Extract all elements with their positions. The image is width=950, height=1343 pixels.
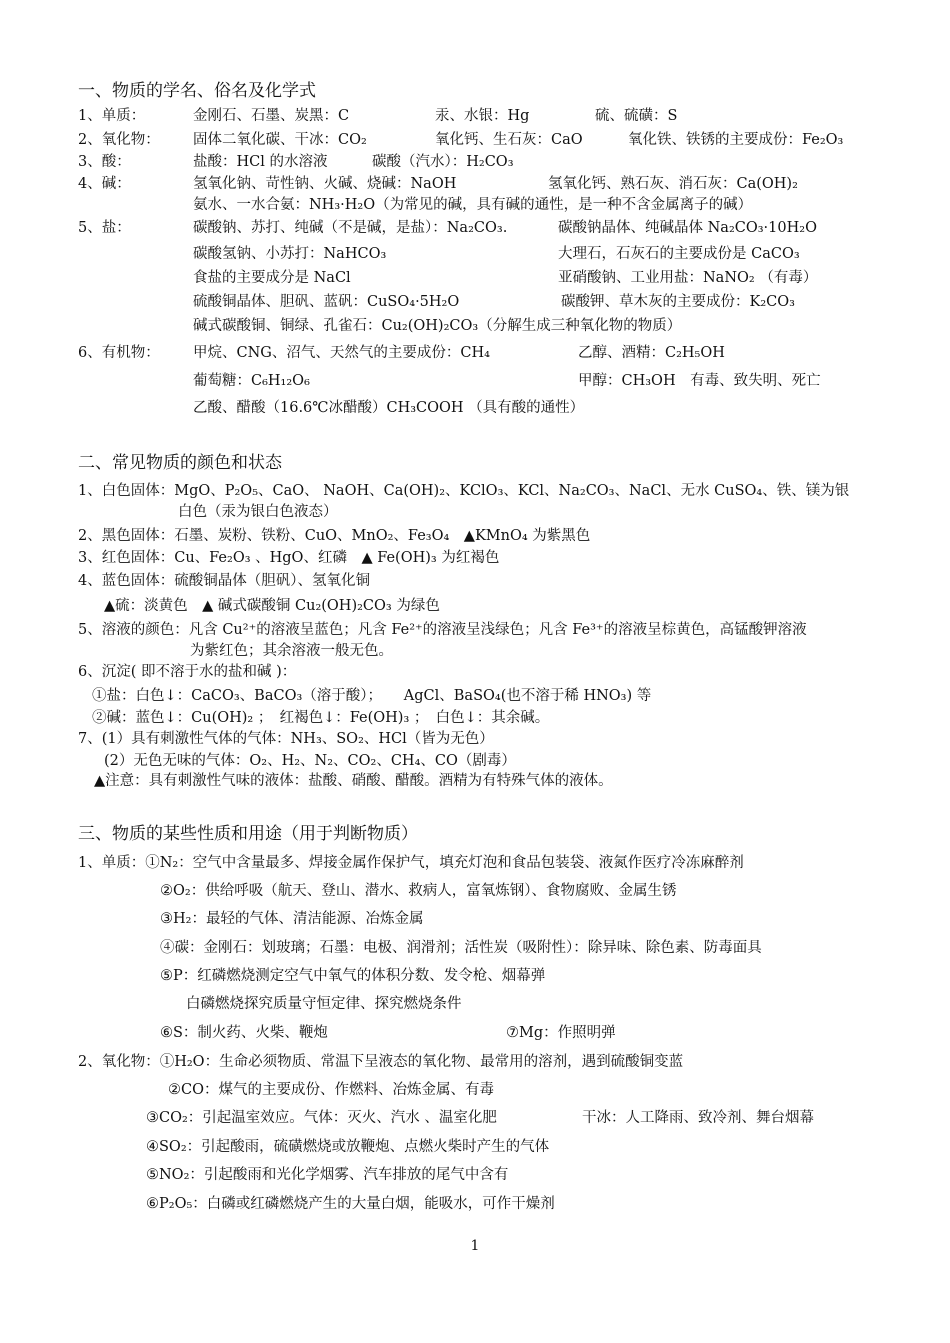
s3-l2: ②O₂：供给呼吸（航天、登山、潜水、救病人，富氧炼钢）、食物腐败、金属生锈 xyxy=(160,883,677,899)
s3-l11: ④SO₂：引起酸雨，硫磺燃烧或放鞭炮、点燃火柴时产生的气体 xyxy=(146,1139,550,1155)
s1-l6-c2: 碳酸钠、苏打、纯碱（不是碱，是盐）：Na₂CO₃. xyxy=(193,220,508,236)
s1-l2-c2: 固体二氧化碳、干冰：CO₂ xyxy=(193,132,367,148)
s1-l9-c1: 硫酸铜晶体、胆矾、蓝矾：CuSO₄·5H₂O xyxy=(193,294,460,310)
page-number: 1 xyxy=(470,1238,480,1254)
s2-l9: 6、沉淀( 即不溶于水的盐和碱 )： xyxy=(78,664,297,680)
s1-l3-c2: 盐酸：HCl 的水溶液 xyxy=(193,154,328,170)
s1-l8-c2: 亚硝酸钠、工业用盐：NaNO₂ （有毒） xyxy=(558,270,818,286)
s3-l13: ⑥P₂O₅：白磷或红磷燃烧产生的大量白烟，能吸水，可作干燥剂 xyxy=(146,1196,555,1212)
s1-l10-c1: 碱式碳酸铜、铜绿、孔雀石：Cu₂(OH)₂CO₃（分解生成三种氧化物的物质） xyxy=(193,318,682,334)
s1-l1-c2: 金刚石、石墨、炭黑：C xyxy=(193,108,350,124)
s1-l11-c3: 乙醇、酒精：C₂H₅OH xyxy=(578,345,725,361)
s2-l2: 白色（汞为银白色液态） xyxy=(178,504,338,520)
s1-l9-c2: 碳酸钾、草木灰的主要成份：K₂CO₃ xyxy=(561,294,795,310)
s1-l3-c1: 3、酸： xyxy=(78,154,131,170)
s3-l5: ⑤P：红磷燃烧测定空气中氧气的体积分数、发令枪、烟幕弹 xyxy=(160,968,546,984)
s1-l3-c3: 碳酸（汽水）：H₂CO₃ xyxy=(372,154,514,170)
s2-l8: 为紫红色；其余溶液一般无色。 xyxy=(190,643,393,659)
s1-l2-c4: 氧化铁、铁锈的主要成份：Fe₂O₃ xyxy=(628,132,844,148)
s1-l11-c1: 6、有机物： xyxy=(78,345,160,361)
s2-l7: 5、溶液的颜色：凡含 Cu²⁺的溶液呈蓝色；凡含 Fe²⁺的溶液呈浅绿色；凡含 Fe³⁺的溶液呈棕黄色，高锰酸钾溶液 xyxy=(78,622,807,638)
s1-l4-c3: 氢氧化钙、熟石灰、消石灰：Ca(OH)₂ xyxy=(548,176,798,192)
s1-l1-c4: 硫、硫磺：S xyxy=(595,108,678,124)
section-3-title: 三、物质的某些性质和用途（用于判断物质） xyxy=(78,824,418,844)
s1-l4-c1: 4、碱： xyxy=(78,176,131,192)
s2-l12: 7、(1）具有刺激性气体的气体：NH₃、SO₂、HCl（皆为无色） xyxy=(78,731,494,747)
s2-l6: ▲硫：淡黄色 ▲ 碱式碳酸铜 Cu₂(OH)₂CO₃ 为绿色 xyxy=(104,598,440,614)
s3-l8: 2、氧化物：①H₂O：生命必须物质、常温下呈液态的氧化物、最常用的溶剂，遇到硫酸铜变蓝 xyxy=(78,1054,684,1070)
s1-l6-c3: 碳酸钠晶体、纯碱晶体 Na₂CO₃·10H₂O xyxy=(558,220,817,236)
s1-l5-c1: 氨水、一水合氨：NH₃·H₂O（为常见的碱，具有碱的通性，是一种不含金属离子的碱） xyxy=(193,197,753,213)
s1-l12-c2: 甲醇：CH₃OH 有毒、致失明、死亡 xyxy=(578,373,821,389)
s3-l10-c2: 干冰：人工降雨、致冷剂、舞台烟幕 xyxy=(582,1110,814,1126)
s3-l4: ④碳：金刚石：划玻璃；石墨：电极、润滑剂；活性炭（吸附性）：除异味、除色素、防毒面具 xyxy=(160,940,762,956)
s3-l7-c2: ⑦Mg：作照明弹 xyxy=(506,1025,616,1041)
s1-l2-c3: 氧化钙、生石灰：CaO xyxy=(435,132,583,148)
s2-l3: 2、黑色固体：石墨、炭粉、铁粉、CuO、MnO₂、Fe₃O₄ ▲KMnO₄ 为紫黑色 xyxy=(78,528,591,544)
s3-l7-c1: ⑥S：制火药、火柴、鞭炮 xyxy=(160,1025,328,1041)
s1-l7-c1: 碳酸氢钠、小苏打：NaHCO₃ xyxy=(193,246,387,262)
s2-l13: (2）无色无味的气体：O₂、H₂、N₂、CO₂、CH₄、CO（剧毒） xyxy=(104,753,516,769)
s1-l8-c1: 食盐的主要成分是 NaCl xyxy=(193,270,351,286)
s1-l12-c1: 葡萄糖：C₆H₁₂O₆ xyxy=(193,373,310,389)
s1-l1-c1: 1、单质： xyxy=(78,108,146,124)
s1-l13-c1: 乙酸、醋酸（16.6℃冰醋酸）CH₃COOH （具有酸的通性） xyxy=(193,400,585,416)
section-2-title: 二、常见物质的颜色和状态 xyxy=(78,453,282,473)
s2-l14: ▲注意：具有刺激性气味的液体：盐酸、硝酸、醋酸。酒精为有特殊气体的液体。 xyxy=(94,773,613,789)
s2-l10: ①盐：白色↓：CaCO₃、BaCO₃（溶于酸）； AgCl、BaSO₄(也不溶于稀 HNO₃) 等 xyxy=(92,688,652,704)
s3-l1: 1、单质：①N₂：空气中含量最多、焊接金属作保护气，填充灯泡和食品包装袋、液氮作医疗冷冻麻醉剂 xyxy=(78,855,744,871)
s2-l1: 1、白色固体：MgO、P₂O₅、CaO、 NaOH、Ca(OH)₂、KClO₃、KCl、Na₂CO₃、NaCl、无水 CuSO₄、铁、镁为银 xyxy=(78,483,850,499)
s3-l3: ③H₂：最轻的气体、清洁能源、冶炼金属 xyxy=(160,911,424,927)
s1-l7-c2: 大理石，石灰石的主要成份是 CaCO₃ xyxy=(558,246,800,262)
s1-l6-c1: 5、盐： xyxy=(78,220,131,236)
s1-l1-c3: 汞、水银：Hg xyxy=(435,108,530,124)
s3-l12: ⑤NO₂：引起酸雨和光化学烟雾、汽车排放的尾气中含有 xyxy=(146,1167,509,1183)
s1-l11-c2: 甲烷、CNG、沼气、天然气的主要成份：CH₄ xyxy=(193,345,490,361)
s2-l4: 3、红色固体：Cu、Fe₂O₃ 、HgO、红磷 ▲ Fe(OH)₃ 为红褐色 xyxy=(78,550,500,566)
s3-l10-c1: ③CO₂：引起温室效应。气体：灭火、汽水 、温室化肥 xyxy=(146,1110,497,1126)
s3-l6: 白磷燃烧探究质量守恒定律、探究燃烧条件 xyxy=(186,996,462,1012)
s2-l5: 4、蓝色固体：硫酸铜晶体（胆矾）、氢氧化铜 xyxy=(78,573,370,589)
section-1-title: 一、物质的学名、俗名及化学式 xyxy=(78,81,316,101)
s1-l2-c1: 2、氧化物： xyxy=(78,132,160,148)
s1-l4-c2: 氢氧化钠、苛性钠、火碱、烧碱：NaOH xyxy=(193,176,457,192)
s3-l9: ②CO：煤气的主要成份、作燃料、冶炼金属、有毒 xyxy=(168,1082,494,1098)
s2-l11: ②碱：蓝色↓：Cu(OH)₂ ； 红褐色↓：Fe(OH)₃ ； 白色↓：其余碱。 xyxy=(92,710,550,726)
